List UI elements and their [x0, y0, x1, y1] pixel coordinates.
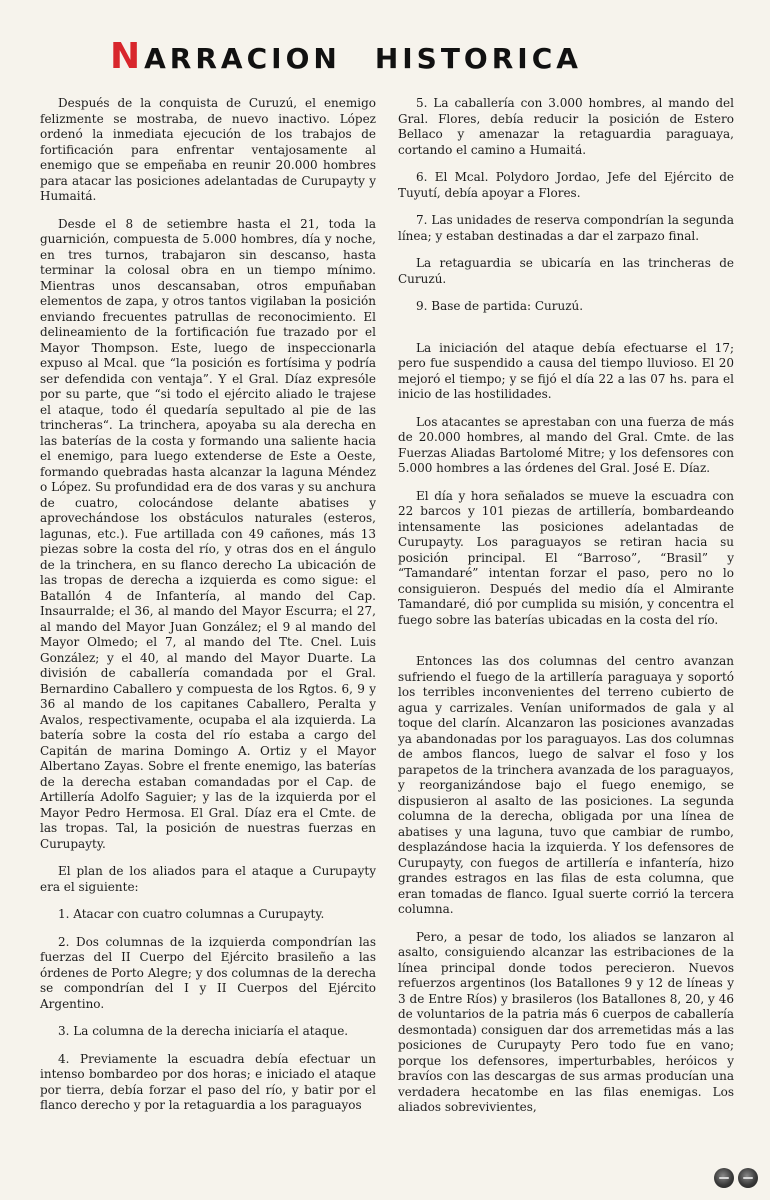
plan-item: 9. Base de partida: Curuzú. [416, 299, 584, 313]
plan-item: 3. La columna de la derecha iniciaría el ataque. [58, 1024, 349, 1038]
paragraph: Los atacantes se aprestaban con una fuerza de más de 20.000 hombres, al mando del Gral. Cmte. de las Fuerzas Aliadas Bartolomé Mitre; y los defensores con 5.000 hombres a las órdenes del Gral. José E. Díaz. [398, 414, 734, 475]
plan-item: 4. Previamente la escuadra debía efectuar un intenso bombardeo por dos horas; e iniciado el ataque por tierra, debía forzar el paso del río, y batir por el flanco derecho y por la retaguardia a los paraguayos [40, 1051, 376, 1112]
plan-item: 7. Las unidades de reserva compondrían la segunda línea; y estaban destinadas a dar el zarpazo final. [398, 213, 734, 243]
page-title [110, 36, 582, 77]
title-word-2: HISTORICA [374, 42, 582, 75]
paragraph: La retaguardia se ubicaría en las trincheras de Curuzú. [398, 256, 734, 286]
left-column [40, 96, 376, 1126]
paragraph: El día y hora señalados se mueve la escuadra con 22 barcos y 101 piezas de artillería, bombardeando intensamente las posiciones adelantadas de Curupayty. Los paraguayos se retiran hacia su posición principal. El “Barroso”, “Brasil” y “Tamandaré” intentan forzar el paso, pero no lo consiguieron. Después del medio día el Almirante Tamandaré, dió por cumplida su misión, y concentra el fuego sobre las baterías ubicadas en la costa del río. [398, 488, 734, 627]
right-column [398, 96, 734, 1128]
plan-item: 6. El Mcal. Polydoro Jordao, Jefe del Ejército de Tuyutí, debía apoyar a Flores. [398, 170, 734, 200]
paragraph: El plan de los aliados para el ataque a Curupayty era el siguiente: [40, 864, 376, 894]
plan-item: 1. Atacar con cuatro columnas a Curupayty. [58, 907, 325, 921]
paragraph: Pero, a pesar de todo, los aliados se lanzaron al asalto, consiguiendo alcanzar las estribaciones de la línea principal donde todos perecieron. Nuevos refuerzos argentinos (los Batallones 9 y 12 de líneas y 3 de Entre Ríos) y brasileros (los Batallones 8, 20, y 46 de voluntarios de la patria más 6 cuerpos de caballería desmontada) consiguen dar dos arremetidas más a las posiciones de Curupayty Pero todo fue en vano; porque los defensores, imperturbables, heróicos y bravíos con las descargas de sus armas producían una verdadera hecatombe en las filas enemigas. Los aliados sobrevivientes, [398, 929, 734, 1114]
plan-item: 2. Dos columnas de la izquierda compondrían las fuerzas del II Cuerpo del Ejército brasileño a las órdenes de Porto Alegre; y dos columnas de la derecha se compondrían del I y II Cuerpos del Ejército Argentino. [40, 934, 376, 1011]
paragraph: La iniciación del ataque debía efectuarse el 17; pero fue suspendido a causa del tiempo lluvioso. El 20 mejoró el tiempo; y se fijó el día 22 a las 07 hs. para el inicio de las hostilidades. [398, 340, 734, 401]
page-corner-badges [714, 1168, 758, 1188]
plan-item: 5. La caballería con 3.000 hombres, al mando del Gral. Flores, debía reducir la posición de Estero Bellaco y amenazar la retaguardia paraguaya, cortando el camino a Humaitá. [398, 96, 734, 157]
paragraph: Desde el 8 de setiembre hasta el 21, toda la guarnición, compuesta de 5.000 hombres, día y noche, en tres turnos, trabajaron sin descanso, hasta terminar la colosal obra en un tiempo mínimo. Mientras unos descansaban, otros empuñaban elementos de zapa, y otros tantos vigilaban la posición enviando frecuentes patrullas de reconocimiento. El delineamiento de la fortificación fue trazado por el Mayor Thompson. Este, luego de inspeccionarla expuso al Mcal. que “la posición es fortísima y podría ser defendida con ventaja”. Y el Gral. Díaz expresóle por su parte, que “si todo el ejército aliado le trajese el ataque, todo él quedaría sepultado al pie de las trincheras“. La trinchera, apoyaba su ala derecha en las baterías de la costa y formando una saliente hacia el enemigo, para luego extenderse de Este a Oeste, formando quebradas hasta alcanzar la laguna Méndez o López. Su profundidad era de dos varas y su anchura de cuatro, colocándose delante abatises y aprovechándose los obstáculos naturales (esteros, lagunas, etc.). Fue artillada con 49 cañones, más 13 piezas sobre la costa del río, y otras dos en el ángulo de la trinchera, en su flanco derecho La ubicación de las tropas de derecha a izquierda es como sigue: el Batallón 4 de Infantería, al mando del Cap. Insaurralde; el 36, al mando del Mayor Escurra; el 27, al mando del Mayor Juan González; el 9 al mando del Mayor Olmedo; el 7, al mando del Tte. Cnel. Luis González; y el 40, al mando del Mayor Duarte. La división de caballería comandada por el Gral. Bernardino Caballero y compuesta de los Rgtos. 6, 9 y 36 al mando de los capitanes Caballero, Peralta y Avalos, respectivamente, ocupaba el ala izquierda. La batería sobre la costa del río estaba a cargo del Capitán de marina Domingo A. Ortiz y el Mayor Albertano Zayas. Sobre el frente enemigo, las baterías de la derecha estaban comandadas por el Cap. de Artillería Adolfo Saguier; y las de la izquierda por el Mayor Pedro Hermosa. El Gral. Díaz era el Cmte. de las tropas. Tal, la posición de nuestras fuerzas en Curupayty. [40, 216, 376, 851]
circle-badge-icon [714, 1168, 734, 1188]
title-initial: N [110, 36, 145, 77]
title-word-1: ARRACION [144, 42, 341, 75]
paragraph: Después de la conquista de Curuzú, el enemigo felizmente se mostraba, de nuevo inactivo. López ordenó la inmediata ejecución de los trabajos de fortificación para enfrentar ventajosamente al enemigo que se empeñaba en reunir 20.000 hombres para atacar las posiciones adelantadas de Curupayty y Humaitá. [40, 96, 376, 203]
paragraph: Entonces las dos columnas del centro avanzan sufriendo el fuego de la artillería paraguaya y soportó los terribles inconvenientes del terreno cubierto de agua y carrizales. Venían uniformados de gala y al toque del clarín. Alcanzaron las posiciones avanzadas ya abandonadas por los paraguayos. Las dos columnas de ambos flancos, luego de salvar el foso y los parapetos de la trinchera avanzada de los paraguayos, y reorganizándose bajo el fuego enemigo, se dispusieron al asalto de las posiciones. La segunda columna de la derecha, obligada por una línea de abatises y una laguna, tuvo que cambiar de rumbo, desplazándose hacia la izquierda. Y los defensores de Curupayty, con fuegos de artillería e infantería, hizo grandes estragos en las filas de esta columna, que eran tomadas de flanco. Igual suerte corrió la tercera columna. [398, 654, 734, 916]
circle-badge-icon [738, 1168, 758, 1188]
